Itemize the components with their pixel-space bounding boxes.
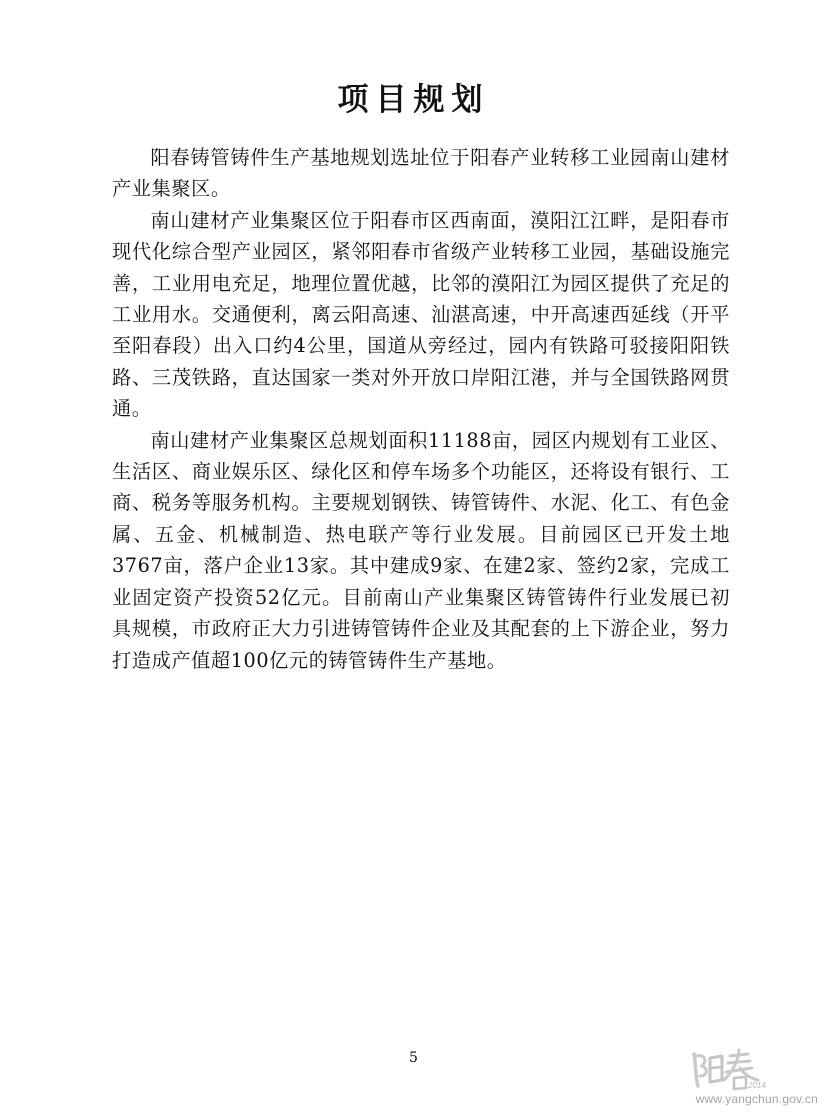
watermark xyxy=(680,1046,822,1112)
paragraph: 阳春铸管铸件生产基地规划选址位于阳春产业转移工业园南山建材产业集聚区。 xyxy=(112,146,730,201)
page-title: 项目规划 xyxy=(337,82,490,118)
body-text xyxy=(112,142,730,676)
paragraph: 南山建材产业集聚区位于阳春市区西南面，漠阳江江畔，是阳春市现代化综合型产业园区，紧邻阳春市省级产业转移工业园，基础设施完善，工业用电充足，地理位置优越，比邻的漠阳江为园区提供了充足的工业用水。交通便利，离云阳高速、汕湛高速，中开高速西延线（开平至阳春段）出入口约4公里，国道从旁经过，园内有铁路可驳接阳阳铁路、三茂铁路，直达国家一类对外开放口岸阳江港，并与全国铁路网贯通。 xyxy=(112,208,730,421)
paragraph: 南山建材产业集聚区总规划面积11188亩，园区内规划有工业区、生活区、商业娱乐区、绿化区和停车场多个功能区，还将设有银行、工商、税务等服务机构。主要规划钢铁、铸管铸件、水泥、化工、有色金属、五金、机械制造、热电联产等行业发展。目前园区已开发土地3767亩，落户企业13家。其中建成9家、在建2家、签约2家，完成工业固定资产投资52亿元。目前南山产业集聚区铸管铸件行业发展已初具规模，市政府正大力引进铸管铸件企业及其配套的上下游企业，努力打造成产值超100亿元的铸管铸件生产基地。 xyxy=(112,428,730,672)
watermark-url: www.yangchun.gov.cn xyxy=(695,1092,818,1106)
page-number: 5 xyxy=(409,1050,418,1066)
svg-text:2014: 2014 xyxy=(748,1081,766,1090)
yangchun-logo-icon xyxy=(686,1046,766,1092)
